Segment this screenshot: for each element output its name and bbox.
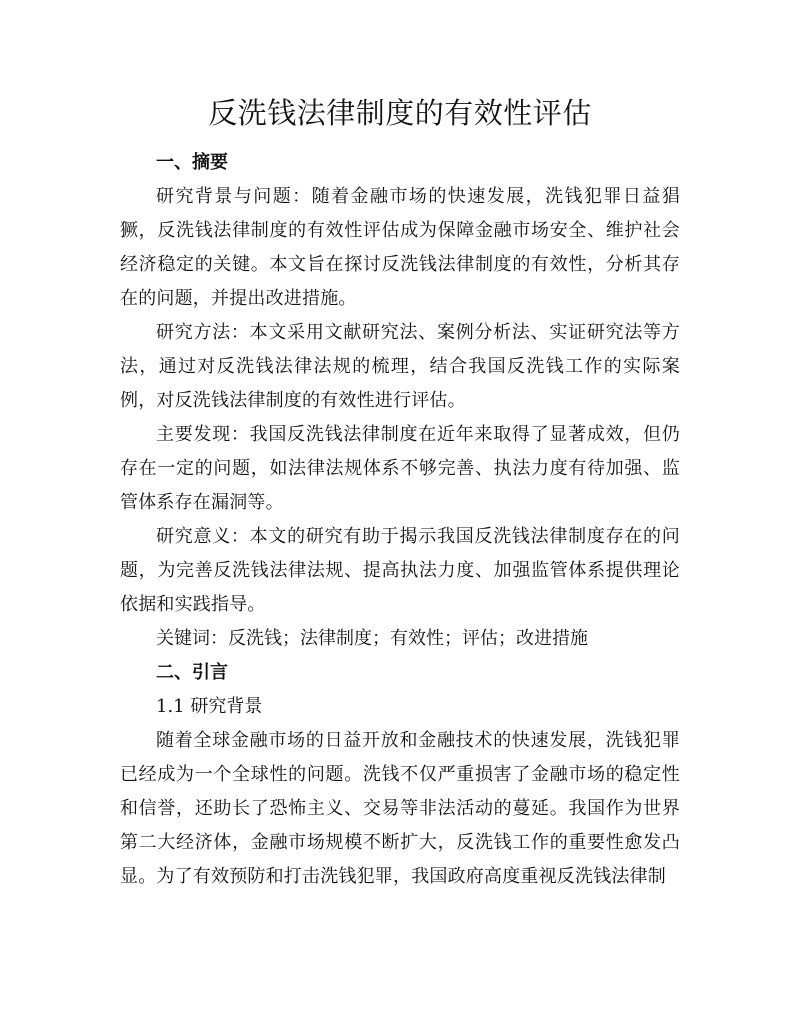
subsection-heading-background: 1.1 研究背景 — [156, 696, 263, 717]
abstract-paragraph-background: 研究背景与问题：随着金融市场的快速发展，洗钱犯罪日益猖獗，反洗钱法律制度的有效性评估成为保障金融市场安全、维护社会经济稳定的关键。本文旨在探讨反洗钱法律制度的有效性，分析其存在的问题，并提出改进措施。 — [120, 186, 680, 309]
section-heading-introduction: 二、引言 — [156, 662, 228, 683]
abstract-paragraph-significance: 研究意义：本文的研究有助于揭示我国反洗钱法律制度存在的问题，为完善反洗钱法律法规、提高执法力度、加强监管体系提供理论依据和实践指导。 — [120, 526, 680, 615]
abstract-paragraph-methods: 研究方法：本文采用文献研究法、案例分析法、实证研究法等方法，通过对反洗钱法律法规的梳理，结合我国反洗钱工作的实际案例，对反洗钱法律制度的有效性进行评估。 — [120, 322, 680, 411]
document-body — [120, 146, 680, 894]
introduction-paragraph: 随着全球金融市场的日益开放和金融技术的快速发展，洗钱犯罪已经成为一个全球性的问题。洗钱不仅严重损害了金融市场的稳定性和信誉，还助长了恐怖主义、交易等非法活动的蔓延。我国作为世界第二大经济体，金融市场规模不断扩大，反洗钱工作的重要性愈发凸显。为了有效预防和打击洗钱犯罪，我国政府高度重视反洗钱法律制 — [120, 730, 680, 887]
document-title: 反洗钱法律制度的有效性评估 — [208, 96, 592, 130]
section-heading-abstract: 一、摘要 — [156, 152, 228, 173]
keywords-line: 关键词：反洗钱；法律制度；有效性；评估；改进措施 — [156, 628, 588, 649]
abstract-paragraph-findings: 主要发现：我国反洗钱法律制度在近年来取得了显著成效，但仍存在一定的问题，如法律法规体系不够完善、执法力度有待加强、监管体系存在漏洞等。 — [120, 424, 680, 513]
